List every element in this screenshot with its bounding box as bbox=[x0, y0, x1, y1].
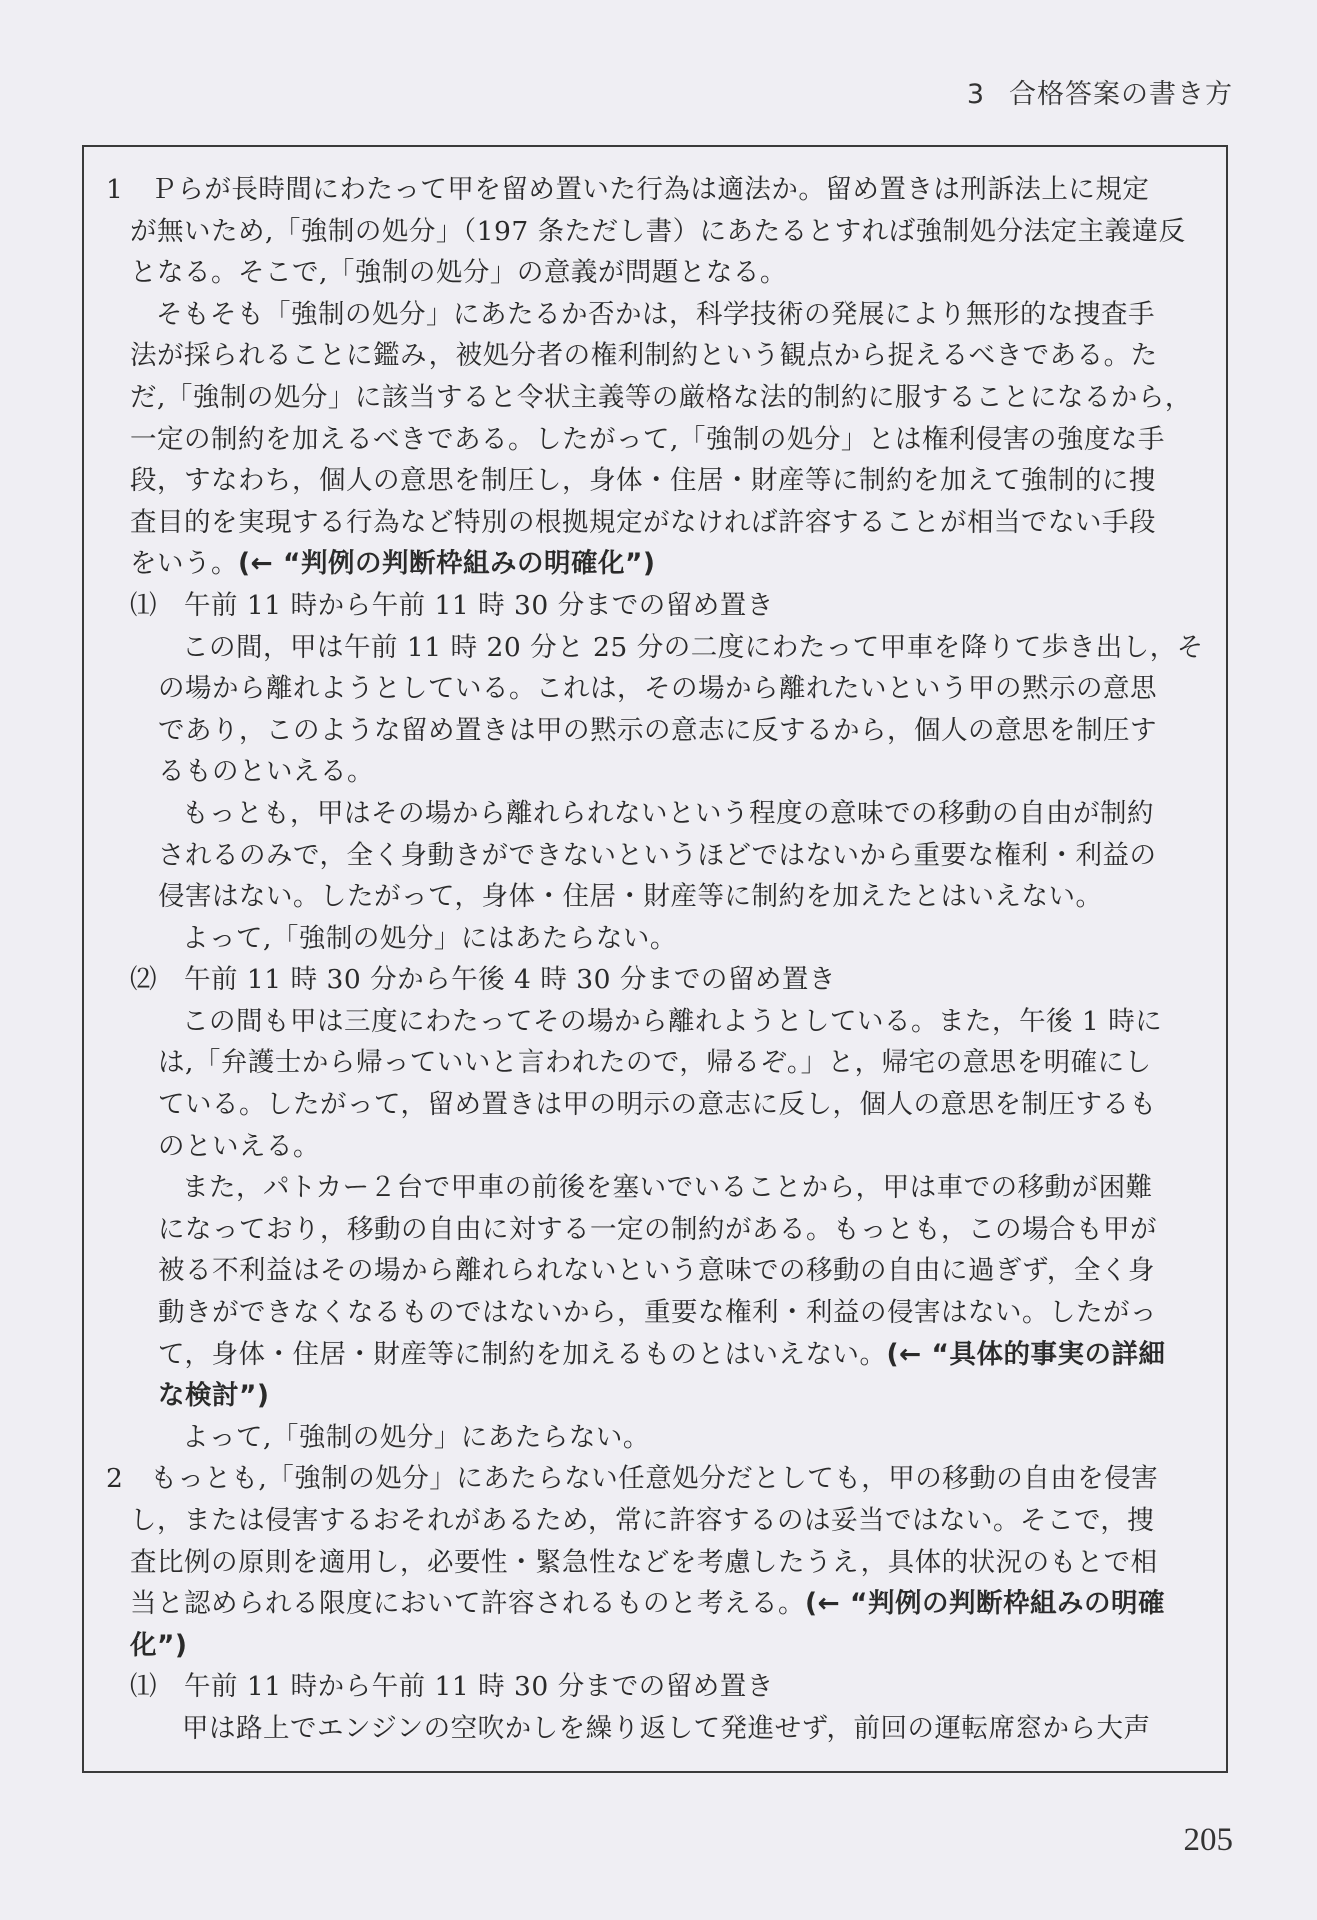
answer-line bbox=[106, 1666, 1212, 1708]
answer-line-text: し，または侵害するおそれがあるため，常に許容するのは妥当ではない。そこで，捜 bbox=[130, 1505, 1155, 1536]
answer-line bbox=[106, 1209, 1212, 1251]
annotation-note: な検討”) bbox=[158, 1380, 270, 1412]
answer-line-text: 段，すなわち，個人の意思を制圧し，身体・住居・財産等に制約を加えて強制的に捜 bbox=[130, 465, 1156, 497]
answer-line bbox=[106, 252, 1212, 294]
answer-line-text: 査目的を実現する行為など特別の根拠規定がなければ許容することが相当でない手段 bbox=[130, 506, 1156, 538]
answer-line-text: されるのみで，全く身動きができないというほどではないから重要な権利・利益の bbox=[158, 839, 1157, 871]
answer-line-text: をいう。 bbox=[130, 548, 238, 580]
answer-line-text: は,「弁護士から帰っていいと言われたので，帰るぞ。」と，帰宅の意思を明確にし bbox=[158, 1047, 1152, 1079]
answer-line-text: また，パトカー２台で甲車の前後を塞いでいることから，甲は車での移動が困難 bbox=[182, 1172, 1153, 1204]
answer-line bbox=[106, 335, 1212, 377]
answer-line-text: 動きができなくなるものではないから，重要な権利・利益の侵害はない。したがっ bbox=[158, 1297, 1157, 1329]
answer-line bbox=[106, 1583, 1212, 1625]
answer-line-text: この間も甲は三度にわたってその場から離れようとしている。また，午後 1 時に bbox=[182, 1005, 1163, 1037]
answer-line bbox=[106, 751, 1212, 793]
answer-line bbox=[106, 668, 1212, 710]
answer-line-text: の場から離れようとしている。これは，その場から離れたいという甲の黙示の意思 bbox=[158, 673, 1157, 705]
annotation-note: 化”) bbox=[130, 1629, 188, 1661]
answer-line bbox=[106, 1292, 1212, 1334]
answer-line-text: もっとも，甲はその場から離れられないという程度の意味での移動の自由が制約 bbox=[182, 797, 1154, 829]
annotation-note: (← “判例の判断枠組みの明確化”) bbox=[238, 548, 656, 580]
answer-line-text: て，身体・住居・財産等に制約を加えるものとはいえない。 bbox=[158, 1338, 887, 1370]
answer-line bbox=[106, 1084, 1212, 1126]
answer-line bbox=[106, 1250, 1212, 1292]
answer-line-text: のといえる。 bbox=[158, 1130, 320, 1162]
answer-line bbox=[106, 1126, 1212, 1168]
answer-line-text: ⑵ 午前 11 時 30 分から午後 4 時 30 分までの留め置き bbox=[130, 964, 836, 996]
answer-line bbox=[106, 710, 1212, 752]
answer-line bbox=[106, 294, 1212, 336]
answer-line bbox=[106, 1708, 1212, 1750]
answer-line bbox=[106, 1458, 1212, 1500]
answer-line-text: 甲は路上でエンジンの空吹かしを繰り返して発進せず，前回の運転席窓から大声 bbox=[182, 1712, 1151, 1744]
answer-line bbox=[106, 543, 1212, 585]
answer-line bbox=[106, 585, 1212, 627]
answer-line-text: 一定の制約を加えるべきである。したがって,「強制の処分」とは権利侵害の強度な手 bbox=[130, 423, 1165, 455]
answer-line bbox=[106, 377, 1212, 419]
answer-line bbox=[106, 1375, 1212, 1417]
answer-line-text: となる。そこで,「強制の処分」の意義が問題となる。 bbox=[130, 257, 787, 289]
answer-line-text: ⑴ 午前 11 時から午前 11 時 30 分までの留め置き bbox=[130, 589, 774, 621]
chapter-number: 3 bbox=[966, 79, 985, 110]
answer-line-text: この間，甲は午前 11 時 20 分と 25 分の二度にわたって甲車を降りて歩き出し，そ bbox=[182, 631, 1204, 663]
chapter-title: 合格答案の書き方 bbox=[1009, 79, 1233, 110]
running-header bbox=[967, 72, 1233, 111]
answer-line-text: 1 Ｐらが長時間にわたって甲を留め置いた行為は適法か。留め置きは刑訴法上に規定 bbox=[106, 174, 1150, 205]
answer-line bbox=[106, 1500, 1212, 1542]
answer-line-text: よって,「強制の処分」にはあたらない。 bbox=[182, 922, 677, 954]
page-number: 205 bbox=[1183, 1822, 1233, 1858]
answer-line-text: 侵害はない。したがって，身体・住居・財産等に制約を加えたとはいえない。 bbox=[158, 881, 1103, 913]
answer-line bbox=[106, 1334, 1212, 1376]
model-answer-box bbox=[82, 145, 1228, 1773]
answer-line bbox=[106, 876, 1212, 918]
answer-line bbox=[106, 1625, 1212, 1667]
answer-line-text: るものといえる。 bbox=[158, 756, 374, 788]
answer-line-text: ⑴ 午前 11 時から午前 11 時 30 分までの留め置き bbox=[130, 1671, 774, 1703]
answer-line-text: が無いため,「強制の処分」（197 条ただし書）にあたるとすれば強制処分法定主義違反 bbox=[130, 215, 1186, 247]
answer-line bbox=[106, 1042, 1212, 1084]
answer-line bbox=[106, 918, 1212, 960]
answer-line-text: 2 もっとも,「強制の処分」にあたらない任意処分だとしても，甲の移動の自由を侵害 bbox=[106, 1463, 1159, 1495]
answer-line-text: 法が採られることに鑑み，被処分者の権利制約という観点から捉えるべきである。た bbox=[130, 340, 1158, 372]
answer-line bbox=[106, 419, 1212, 461]
answer-line bbox=[106, 169, 1212, 211]
answer-line-text: であり，このような留め置きは甲の黙示の意志に反するから，個人の意思を制圧す bbox=[158, 714, 1157, 746]
answer-line-text: ている。したがって，留め置きは甲の明示の意志に反し，個人の意思を制圧するも bbox=[158, 1089, 1157, 1121]
answer-line-text: だ,「強制の処分」に該当すると令状主義等の厳格な法的制約に服することになるから， bbox=[130, 381, 1192, 413]
answer-line bbox=[106, 959, 1212, 1001]
answer-line bbox=[106, 627, 1212, 669]
answer-line bbox=[106, 1167, 1212, 1209]
answer-line bbox=[106, 835, 1212, 877]
answer-line bbox=[106, 793, 1212, 835]
answer-line bbox=[106, 460, 1212, 502]
answer-line bbox=[106, 1001, 1212, 1043]
answer-line-text: になっており，移動の自由に対する一定の制約がある。もっとも，この場合も甲が bbox=[158, 1213, 1157, 1245]
annotation-note: (← “判例の判断枠組みの明確 bbox=[805, 1588, 1165, 1620]
answer-line bbox=[106, 211, 1212, 253]
answer-line bbox=[106, 1417, 1212, 1459]
answer-line-text: 当と認められる限度において許容されるものと考える。 bbox=[130, 1588, 805, 1620]
answer-line-text: 被る不利益はその場から離れられないという意味での移動の自由に過ぎず，全く身 bbox=[158, 1255, 1155, 1287]
answer-line-text: よって,「強制の処分」にあたらない。 bbox=[182, 1421, 650, 1453]
annotation-note: (← “具体的事実の詳細 bbox=[886, 1338, 1166, 1370]
answer-line bbox=[106, 502, 1212, 544]
answer-line-text: そもそも「強制の処分」にあたるか否かは，科学技術の発展により無形的な捜査手 bbox=[156, 298, 1155, 330]
answer-line-text: 査比例の原則を適用し，必要性・緊急性などを考慮したうえ，具体的状況のもとで相 bbox=[130, 1546, 1158, 1578]
answer-line bbox=[106, 1542, 1212, 1584]
